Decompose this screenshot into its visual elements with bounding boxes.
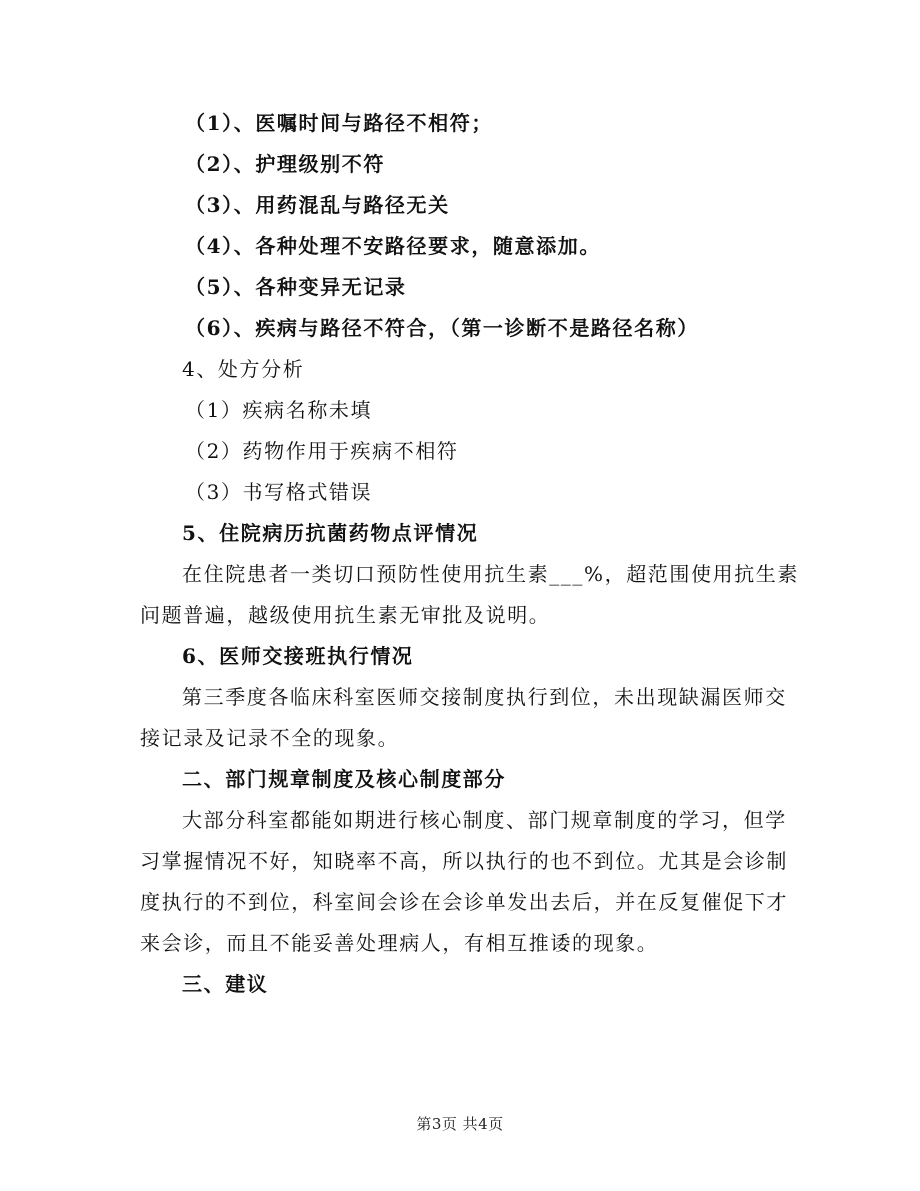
- section-heading: 4、处方分析: [182, 357, 305, 381]
- section-heading: 三、建议: [182, 972, 269, 996]
- list-item: （2）、护理级别不符: [185, 152, 385, 176]
- paragraph-line: 接记录及记录不全的现象。: [140, 726, 400, 750]
- section-heading: 5、住院病历抗菌药物点评情况: [182, 521, 479, 545]
- list-item: （1）疾病名称未填: [185, 398, 373, 422]
- list-item: （6）、疾病与路径不符合，（第一诊断不是路径名称）: [185, 316, 699, 340]
- section-heading: 6、医师交接班执行情况: [182, 644, 414, 668]
- paragraph-line: 大部分科室都能如期进行核心制度、部门规章制度的学习，但学: [182, 808, 787, 832]
- paragraph-line: 来会诊，而且不能妥善处理病人，有相互推诿的现象。: [140, 931, 659, 955]
- list-item: （3）、用药混乱与路径无关: [185, 193, 450, 217]
- paragraph-line: 问题普遍，越级使用抗生素无审批及说明。: [140, 603, 551, 627]
- paragraph-line: 度执行的不到位，科室间会诊在会诊单发出去后，并在反复催促下才: [140, 890, 788, 914]
- list-item: （3）书写格式错误: [185, 480, 373, 504]
- list-item: （1）、医嘱时间与路径不相符；: [185, 111, 493, 135]
- paragraph-line: 第三季度各临床科室医师交接制度执行到位，未出现缺漏医师交: [182, 685, 787, 709]
- page-number-footer: 第3页 共4页: [416, 1115, 504, 1133]
- paragraph-line: 在住院患者一类切口预防性使用抗生素___%，超范围使用抗生素: [182, 562, 800, 586]
- list-item: （2）药物作用于疾病不相符: [185, 439, 459, 463]
- list-item: （5）、各种变异无记录: [185, 275, 407, 299]
- section-heading: 二、部门规章制度及核心制度部分: [182, 767, 506, 791]
- paragraph-line: 习掌握情况不好，知晓率不高，所以执行的也不到位。尤其是会诊制: [140, 849, 788, 873]
- list-item: （4）、各种处理不安路径要求，随意添加。: [185, 234, 601, 258]
